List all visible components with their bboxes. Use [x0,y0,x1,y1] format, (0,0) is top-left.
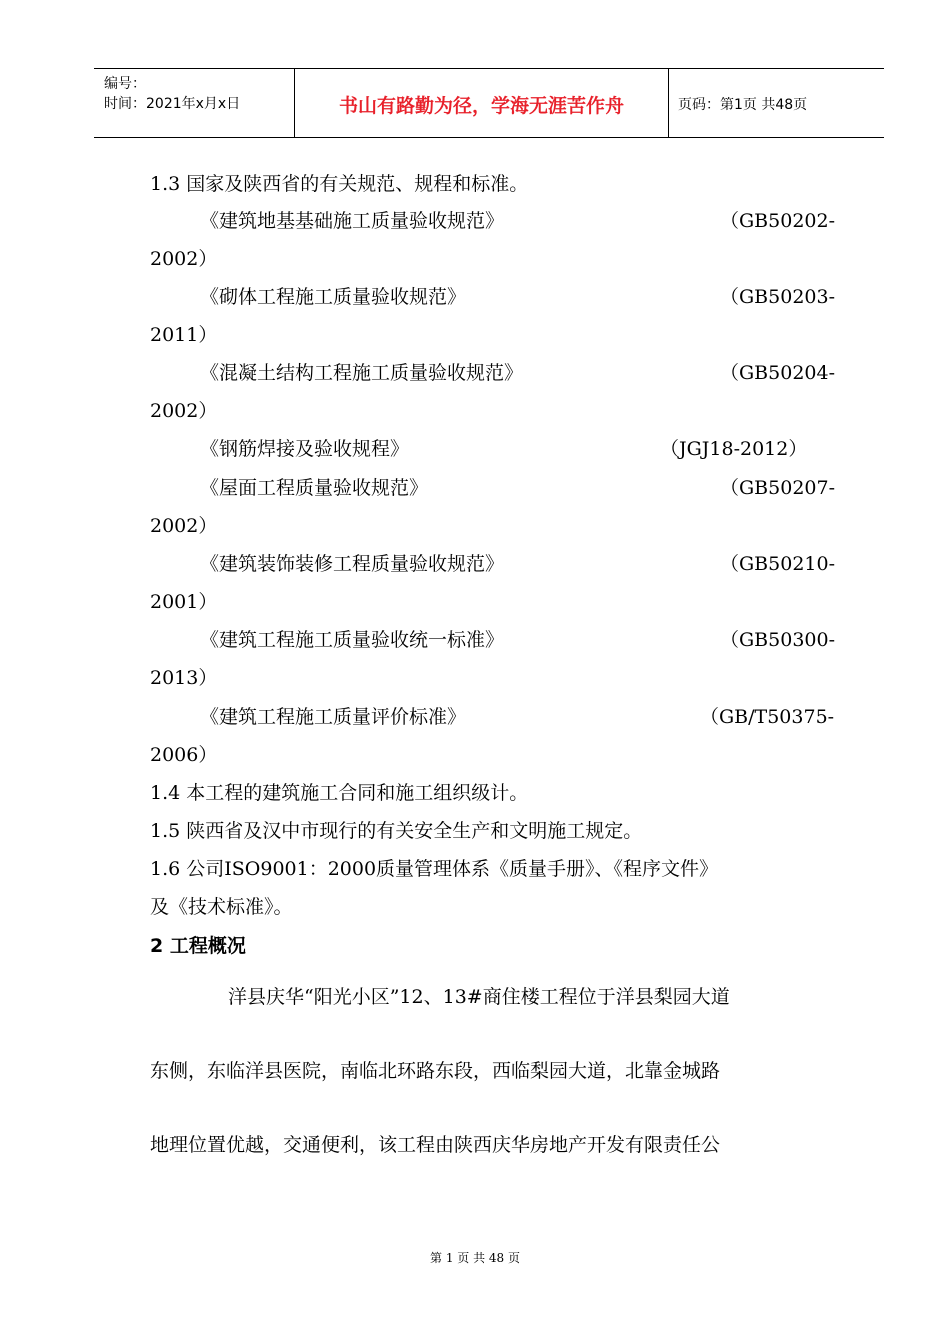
overview-paragraph-line-2: 东侧，东临洋县医院，南临北环路东段，西临梨园大道，北靠金城路 [150,1060,721,1082]
standard-4-name: 《钢筋焊接及验收规程》 [200,438,410,460]
standard-6-name: 《建筑装饰装修工程质量验收规范》 [200,553,505,575]
header-motto-cell [294,69,669,137]
section-1-3: 1.3 国家及陕西省的有关规范、规程和标准。 [150,173,529,195]
standard-6-code-cont: 2001） [150,591,218,613]
document-time-label: 时间：2021年x月x日 [104,96,241,112]
standard-4-code: （JGJ18-2012） [660,438,808,460]
standard-8-name: 《建筑工程施工质量评价标准》 [200,706,467,728]
standard-3-code: （GB50204- [720,362,836,384]
standard-2-name: 《砌体工程施工质量验收规范》 [200,286,467,308]
standard-7-code-cont: 2013） [150,667,218,689]
standard-8-code: （GB/T50375- [700,706,835,728]
standard-3-code-cont: 2002） [150,400,218,422]
standard-1-name: 《建筑地基基础施工质量验收规范》 [200,210,505,232]
overview-paragraph-line-1: 洋县庆华“阳光小区”12、13#商住楼工程位于洋县梨园大道 [228,986,730,1008]
standard-2-code-cont: 2011） [150,324,218,346]
overview-paragraph-line-3: 地理位置优越，交通便利，该工程由陕西庆华房地产开发有限责任公 [150,1134,721,1156]
standard-5-code-cont: 2002） [150,515,218,537]
standard-1-code: （GB50202- [720,210,836,232]
standard-2-code: （GB50203- [720,286,836,308]
header-page-number: 页码：第1页 共48页 [678,97,808,113]
standard-5-name: 《屋面工程质量验收规范》 [200,477,429,499]
section-1-6-cont: 及《技术标准》。 [150,896,293,918]
section-1-4: 1.4 本工程的建筑施工合同和施工组织级计。 [150,782,529,804]
page-header [94,68,884,138]
section-1-5: 1.5 陕西省及汉中市现行的有关安全生产和文明施工规定。 [150,820,643,842]
section-2-heading: 2 工程概况 [150,935,246,957]
standard-5-code: （GB50207- [720,477,836,499]
section-1-6: 1.6 公司ISO9001：2000质量管理体系《质量手册》、《程序文件》 [150,858,719,880]
standard-3-name: 《混凝土结构工程施工质量验收规范》 [200,362,524,384]
standard-7-name: 《建筑工程施工质量验收统一标准》 [200,629,505,651]
standard-6-code: （GB50210- [720,553,836,575]
standard-7-code: （GB50300- [720,629,836,651]
document-number-label: 编号： [104,76,146,92]
standard-1-code-cont: 2002） [150,248,218,270]
header-page-cell [668,69,884,137]
page-footer: 第 1 页 共 48 页 [430,1251,520,1265]
standard-8-code-cont: 2006） [150,744,218,766]
header-motto: 书山有路勤为径，学海无涯苦作舟 [338,95,624,117]
header-meta-cell [94,69,294,137]
